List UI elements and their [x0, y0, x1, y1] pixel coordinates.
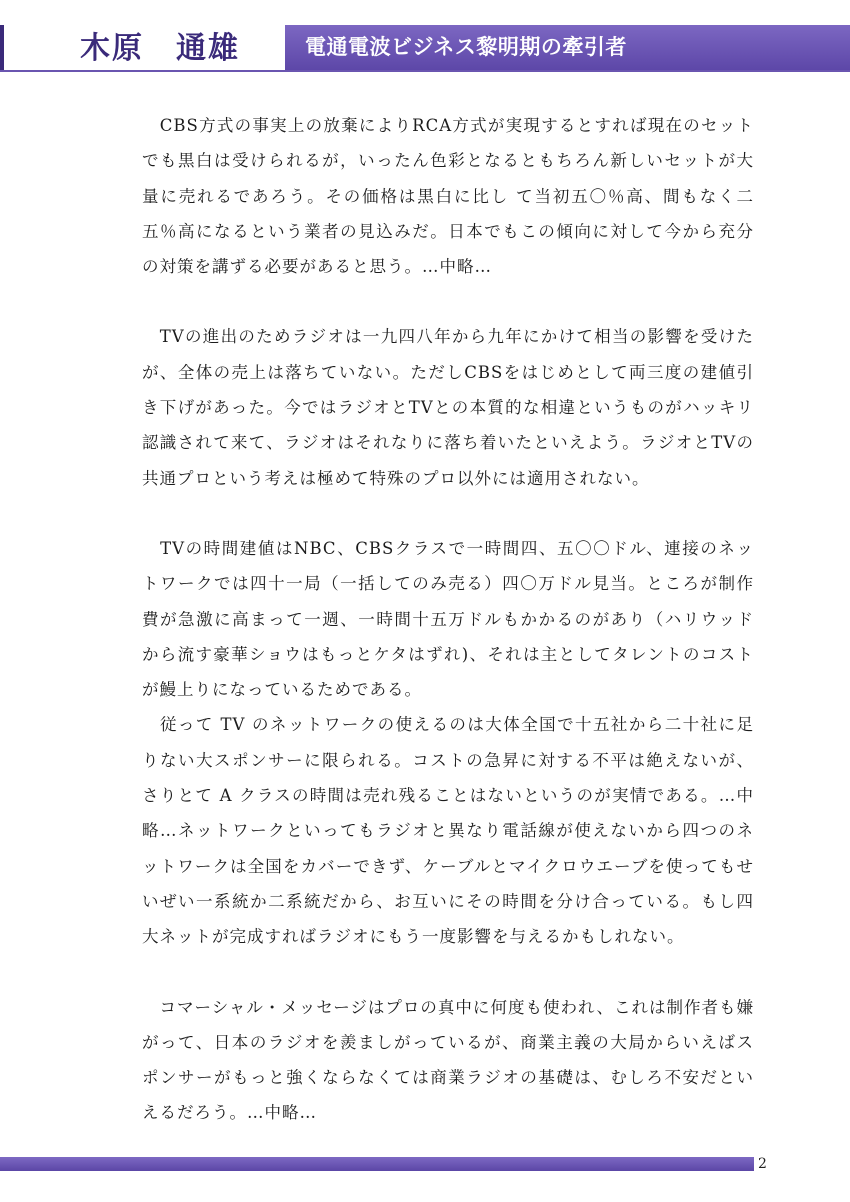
- paragraph-gap: [142, 496, 754, 531]
- author-name: 木原 通雄: [80, 31, 240, 66]
- footer-bar: [0, 1157, 754, 1171]
- paragraph-gap: [142, 284, 754, 319]
- header-left-rule: [0, 25, 4, 70]
- paragraph-1: CBS方式の事実上の放棄によりRCA方式が実現するとすれば現在のセットでも黒白は受けられるが，いったん色彩となるともちろん新しいセットが大量に売れるであろう。その価格は黒白に比し て当初五〇％高、間もなく二五％高になるという業者の見込みだ。日本でもこの傾向に対して今から充分の対策を講ずる必要があると思う。…中略…: [142, 116, 754, 277]
- paragraph-3: TVの時間建値はNBC、CBSクラスで一時間四、五〇〇ドル、連接のネットワークでは四十一局（一括してのみ売る）四〇万ドル見当。ところが制作費が急激に高まって一週、一時間十五万ドルもかかるのがあり（ハリウッドから流す豪華ショウはもっとケタはずれ)、それは主としてタレントのコストが鰻上りになっているためである。: [142, 538, 754, 700]
- paragraph-4: 従って TV のネットワークの使えるのは大体全国で十五社から二十社に足りない大スポンサーに限られる。コストの急昇に対する不平は絶えないが、さりとて A クラスの時間は売れ残ることはないというのが実情である。…中略…ネットワークといってもラジオと異なり電話線が使えないから四つのネットワークは全国をカバーできず、ケーブルとマイクロウエーブを使ってもせいぜい一系統か二系統だから、お互いにその時間を分け合っている。もし四大ネットが完成すればラジオにもう一度影響を与えるかもしれない。: [142, 715, 754, 947]
- article-body: [142, 108, 754, 1131]
- paragraph-5: コマーシャル・メッセージはプロの真中に何度も使われ、これは制作者も嫌がって、日本のラジオを羨ましがっているが、商業主義の大局からいえばスポンサーがもっと強くならなくては商業ラジオの基礎は、むしろ不安だといえるだろう。…中略…: [142, 997, 754, 1123]
- paragraph-gap: [142, 955, 754, 990]
- page-number: 2: [758, 1156, 767, 1172]
- page-subtitle: 電通電波ビジネス黎明期の牽引者: [305, 35, 627, 59]
- paragraph-2: TVの進出のためラジオは一九四八年から九年にかけて相当の影響を受けたが、全体の売上は落ちていない。ただしCBSをはじめとして両三度の建値引き下げがあった。今ではラジオとTVとの本質的な相違というものがハッキリ認識されて来て、ラジオはそれなりに落ち着いたといえよう。ラジオとTVの共通プロという考えは極めて特殊のプロ以外には適用されない。: [142, 327, 754, 488]
